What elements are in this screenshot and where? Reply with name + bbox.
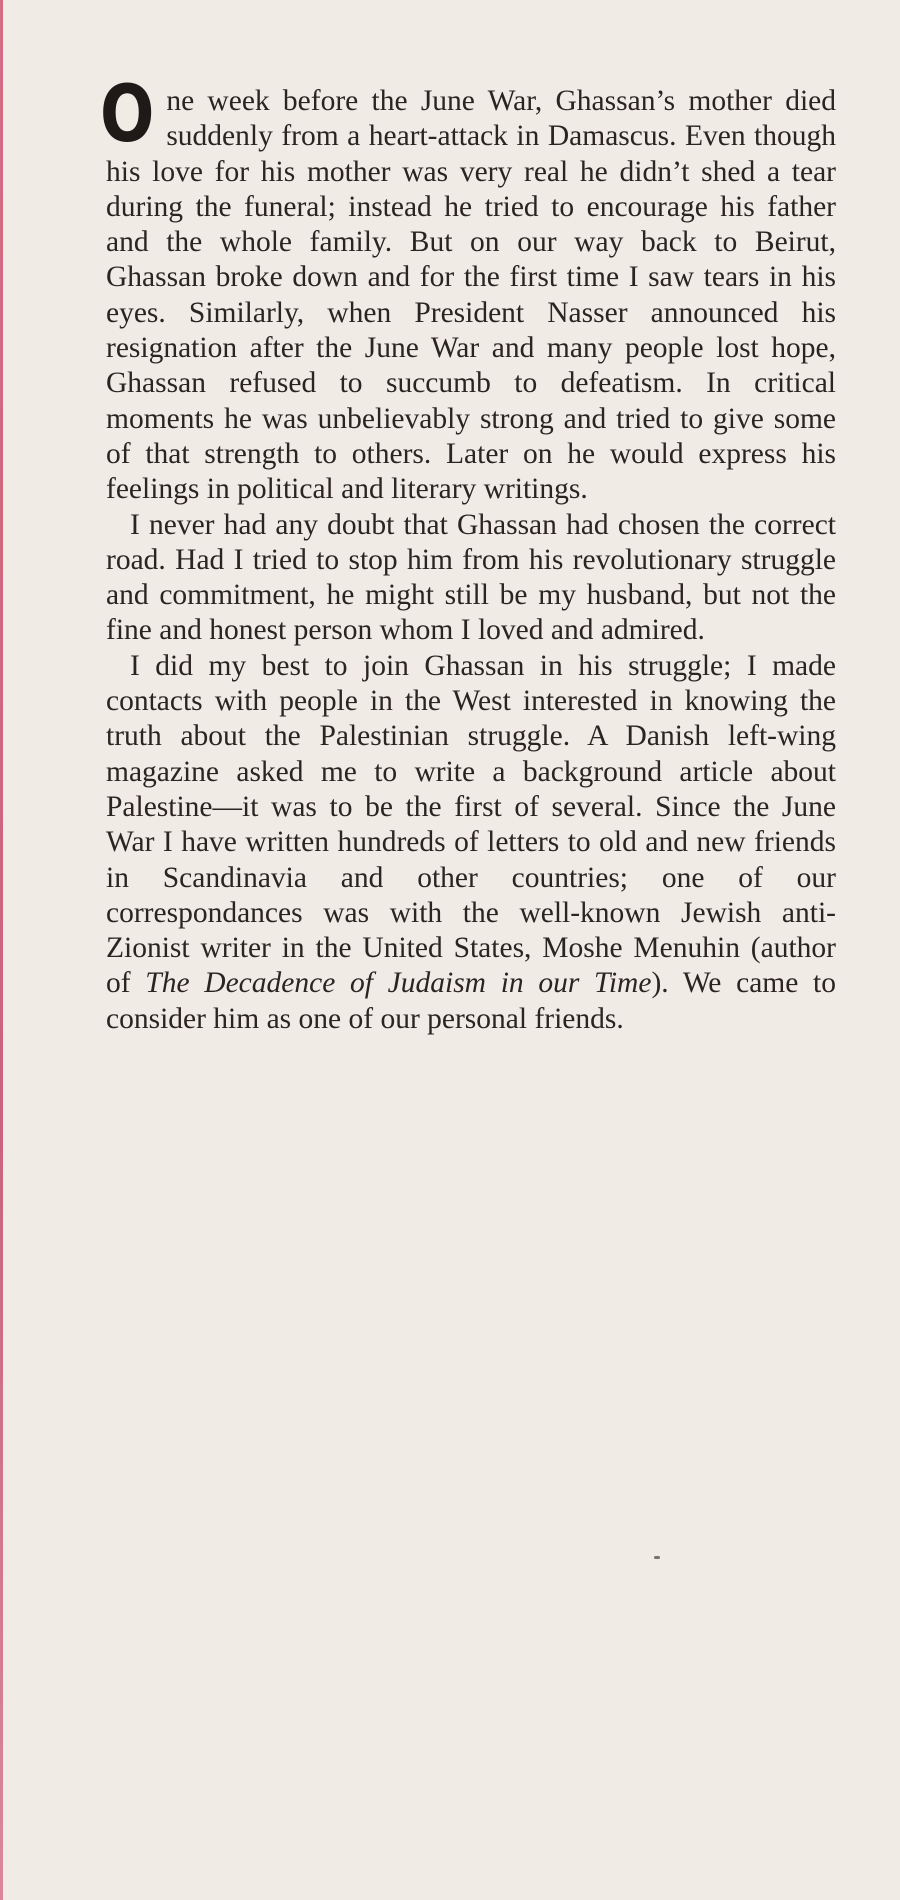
paragraph-3-text-before: I did my best to join Ghassan in his struggle; I made contacts with people in the West interested in knowing the truth about the Palestinian struggle. A Danish left-wing magazine asked me to write a background article about Palestine—it was to be the first of several. Since the June War I have written hundreds of letters to old and new friends in Scandinavia and other countries; one of our correspondances was with the well-known Jewish anti-Zionist writer in the United States, Moshe Menuhin (author of xyxy=(106,649,836,1000)
paragraph-3-text-after: ). We came to consider him as one of our personal friends. xyxy=(106,967,836,1035)
body-text xyxy=(100,70,836,1037)
paragraph-1 xyxy=(100,70,836,508)
paragraph-3 xyxy=(106,649,836,1037)
page-binding-edge xyxy=(0,0,3,1900)
paragraph-1-text: ne week before the June War, Ghassan’s mother died suddenly from a heart-attack in Damascus. Even though his love for his mother was very real he didn’t shed a tear during the funeral; instead he tried to encourage his father and the whole family. But on our way back to Beirut, Ghassan broke down and for the first time I saw tears in his eyes. Similarly, when President Nasser announced his resignation after the June War and many people lost hope, Ghassan refused to succumb to defeatism. In critical moments he was unbelievably strong and tried to give some of that strength to others. Later on he would express his feelings in political and literary writings. xyxy=(106,85,836,506)
paper-speck xyxy=(654,1556,660,1559)
book-title: The Decadence of Judaism in our Time xyxy=(145,967,652,1000)
drop-cap: O xyxy=(100,70,153,160)
paragraph-2: I never had any doubt that Ghassan had chosen the correct road. Had I tried to stop him from his revolutionary struggle and commitment, he might still be my husband, but not the fine and honest person whom I loved and admired. xyxy=(106,508,836,647)
